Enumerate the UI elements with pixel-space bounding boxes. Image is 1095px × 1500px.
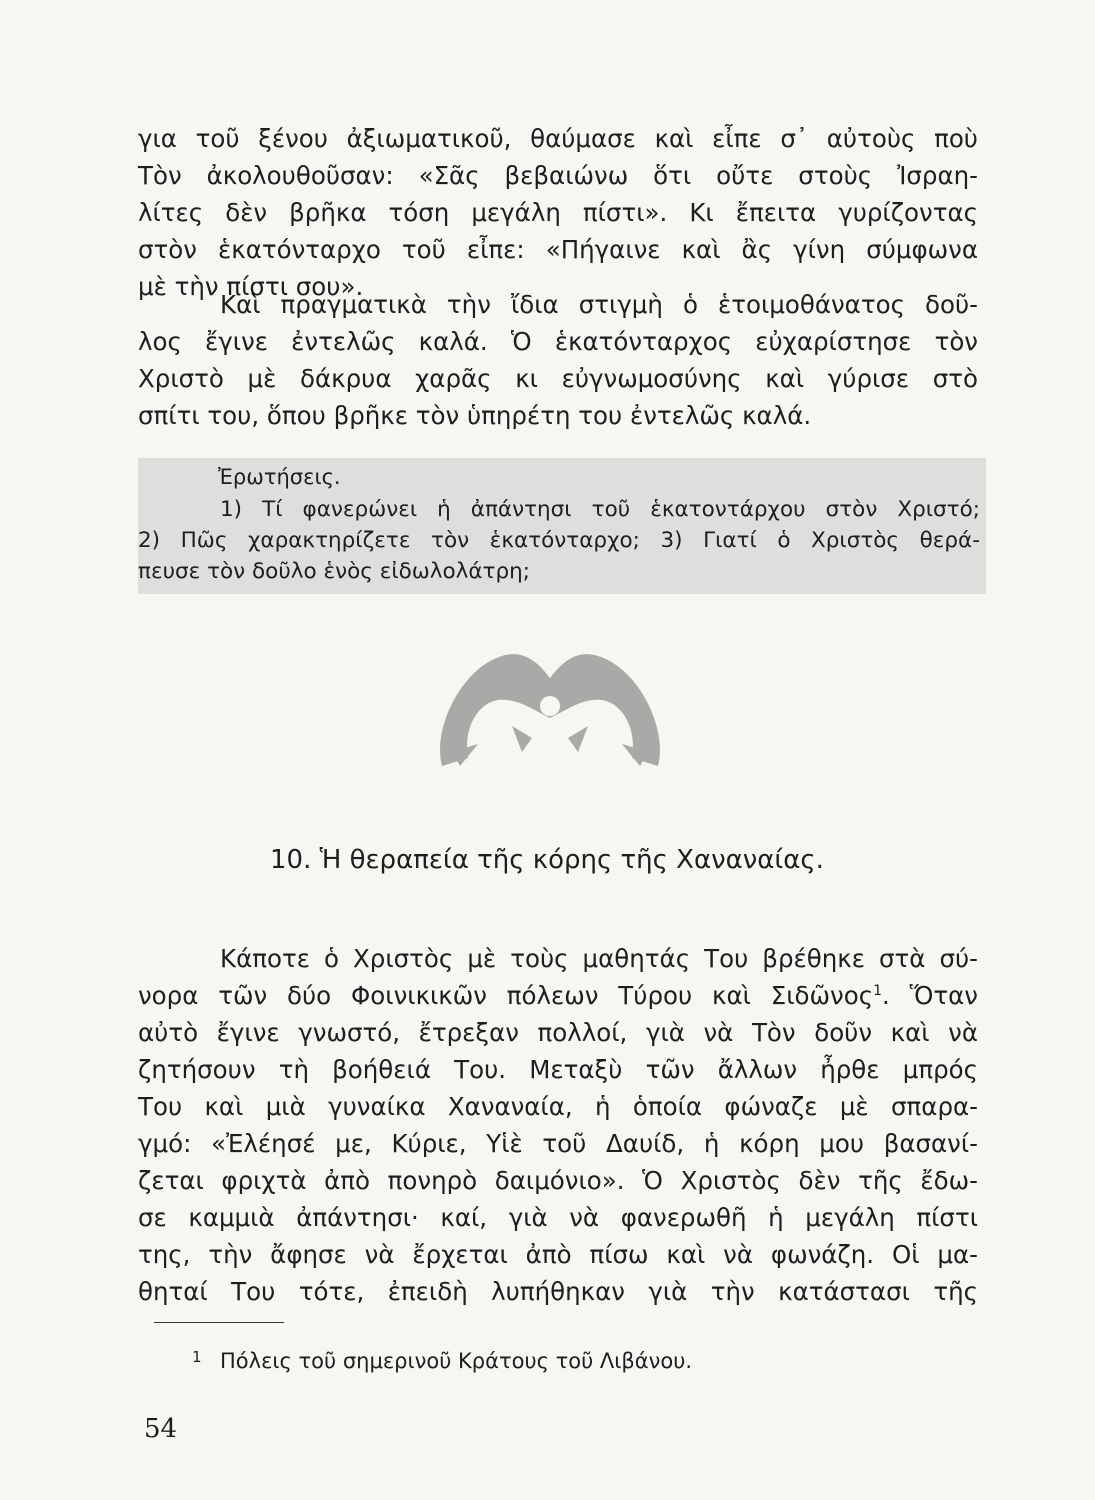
text-line: σε καμμιὰ ἀπάντησι· καί, γιὰ νὰ φανερωθῆ ἡ μεγάλη πίστι: [138, 1203, 978, 1232]
text-line: της, τὴν ἄφησε νὰ ἔρχεται ἀπὸ πίσω καὶ νὰ φωνάζη. Οἱ μα-: [138, 1240, 978, 1269]
page-number: 54: [144, 1414, 178, 1444]
text-line: λίτες δὲν βρῆκα τόση μεγάλη πίστι». Κι ἔπειτα γυρίζοντας: [138, 198, 978, 227]
text-segment: . Ὅταν: [882, 981, 978, 1010]
text-line: [138, 977, 978, 1014]
footnote-reference: 1: [873, 982, 882, 999]
text-line: αὐτὸ ἔγινε γνωστό, ἔτρεξαν πολλοί, γιὰ νὰ Τὸν δοῦν καὶ νὰ: [138, 1018, 978, 1047]
text-line: Καὶ πραγματικὰ τὴν ἴδια στιγμὴ ὁ ἑτοιμοθάνατος δοῦ-: [220, 290, 978, 319]
questions-box: [138, 458, 986, 594]
text-line: μὲ τὴν πίστι σου».: [138, 272, 364, 301]
text-line: Τὸν ἀκολουθοῦσαν: «Σᾶς βεβαιώνω ὅτι οὔτε στοὺς Ἰσραη-: [138, 161, 978, 190]
footnote-divider: [154, 1322, 284, 1323]
text-line: σπίτι του, ὅπου βρῆκε τὸν ὑπηρέτη του ἐντελῶς καλά.: [138, 401, 812, 430]
text-segment: νορα τῶν δύο Φοινικικῶν πόλεων Τύρου καὶ Σιδῶνος: [138, 981, 874, 1010]
footnote-text: Πόλεις τοῦ σημερινοῦ Κράτους τοῦ Λιβάνου.: [220, 1349, 693, 1373]
text-line: στὸν ἑκατόνταρχο τοῦ εἶπε: «Πήγαινε καὶ ἂς γίνη σύμφωνα: [138, 235, 978, 264]
paragraph-2: [138, 286, 978, 434]
questions-title: Ἐρωτήσεις.: [218, 465, 341, 489]
question-line: 2) Πῶς χαρακτηρίζετε τὸν ἑκατόνταρχο; 3) Γιατί ὁ Χριστὸς θερά-: [138, 528, 980, 553]
questions-body: [138, 494, 980, 587]
ornament-icon: [432, 648, 668, 772]
paragraph-3: [138, 940, 978, 1310]
question-line: 1) Τί φανερώνει ἡ ἀπάντησι τοῦ ἑκατοντάρχου στὸν Χριστό;: [220, 497, 980, 522]
text-line: Του καὶ μιὰ γυναίκα Χαναναία, ἡ ὁποία φώναζε μὲ σπαρα-: [138, 1092, 978, 1121]
text-line: λος ἔγινε ἐντελῶς καλά. Ὁ ἑκατόνταρχος εὐχαρίστησε τὸν: [138, 327, 978, 356]
text-line: ζεται φριχτὰ ἀπὸ πονηρὸ δαιμόνιο». Ὁ Χριστὸς δὲν τῆς ἔδω-: [138, 1166, 978, 1195]
text-line: γμό: «Ἐλέησέ με, Κύριε, Υἱὲ τοῦ Δαυίδ, ἡ κόρη μου βασανί-: [138, 1129, 978, 1158]
footnote: [192, 1346, 693, 1376]
text-line: θηταί Του τότε, ἐπειδὴ λυπήθηκαν γιὰ τὴν κατάστασι τῆς: [138, 1277, 978, 1306]
text-line: ζητήσουν τὴ βοήθειά Του. Μεταξὺ τῶν ἄλλων ἦρθε μπρός: [138, 1055, 978, 1084]
footnote-mark: 1: [192, 1348, 202, 1366]
question-line: πευσε τὸν δοῦλο ἑνὸς εἰδωλολάτρη;: [138, 559, 531, 584]
text-line: για τοῦ ξένου ἀξιωματικοῦ, θαύμασε καὶ εἶπε σ᾽ αὐτοὺς ποὺ: [138, 124, 978, 153]
text-line: Χριστὸ μὲ δάκρυα χαρᾶς κι εὐγνωμοσύνης καὶ γύρισε στὸ: [138, 364, 978, 393]
text-line: Κάποτε ὁ Χριστὸς μὲ τοὺς μαθητάς Του βρέθηκε στὰ σύ-: [220, 944, 978, 973]
chapter-title: 10. Ἡ θεραπεία τῆς κόρης τῆς Χαναναίας.: [270, 845, 824, 875]
paragraph-1: [138, 120, 978, 305]
